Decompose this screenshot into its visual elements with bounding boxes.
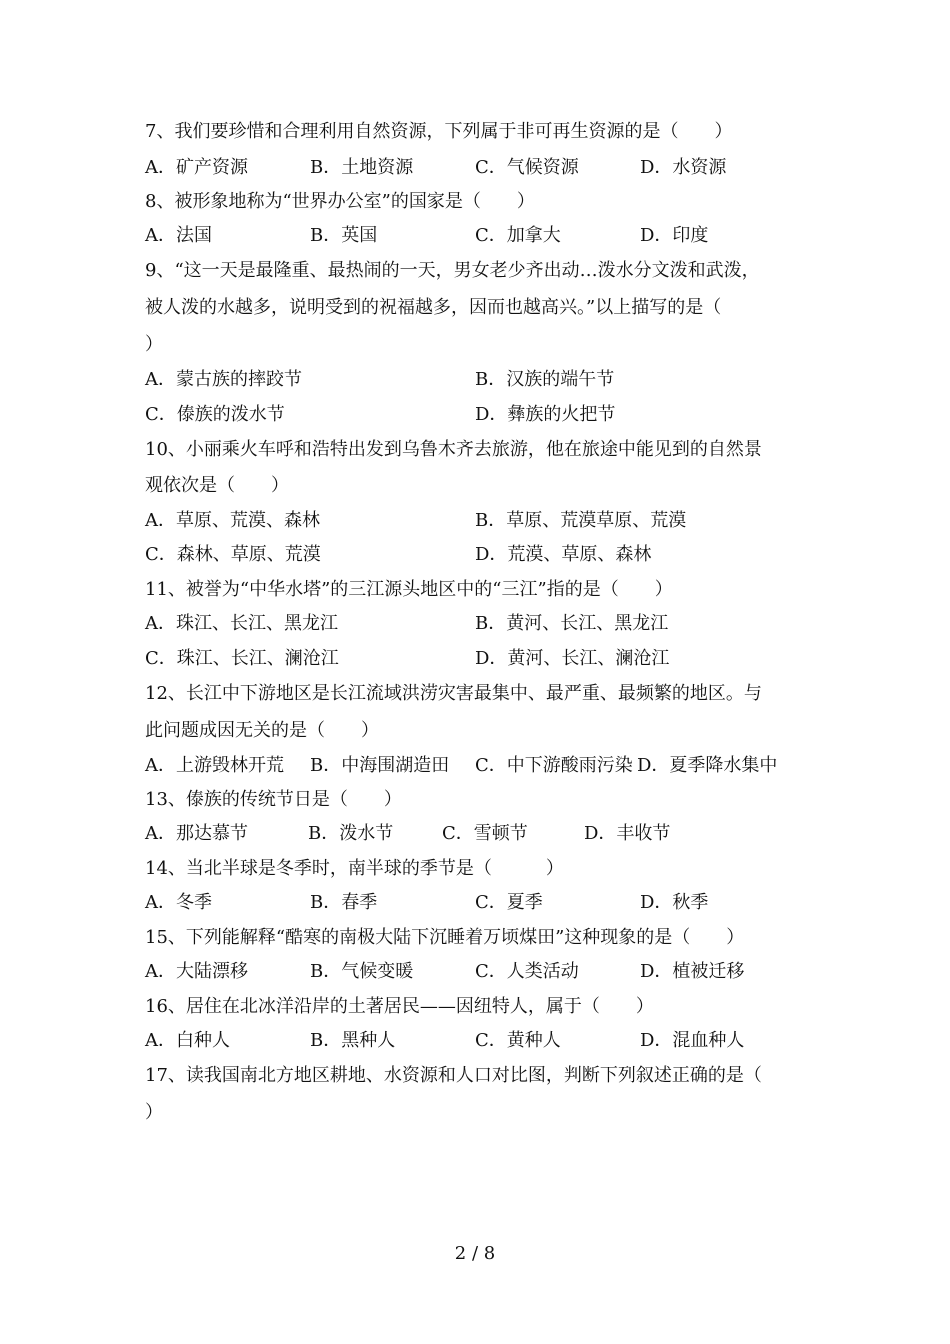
- q14-option-c: C．夏季: [475, 892, 543, 913]
- q12-option-c: C．中下游酸雨污染: [475, 755, 633, 776]
- q16-option-b: B．黑种人: [310, 1030, 396, 1051]
- q12-stem-line2: 此问题成因无关的是（ ）: [145, 720, 379, 741]
- q15-option-c: C．人类活动: [475, 961, 579, 982]
- q9-stem-line2: 被人泼的水越多，说明受到的祝福越多，因而也越高兴。”以上描写的是（: [145, 297, 722, 318]
- q11-option-b: B．黄河、长江、黑龙江: [475, 613, 669, 634]
- q9-stem-line3: ）: [145, 334, 163, 355]
- q8-stem: 8、被形象地称为“世界办公室”的国家是（ ）: [145, 191, 535, 212]
- q14-option-a: A．冬季: [145, 892, 212, 913]
- q11-option-a: A．珠江、长江、黑龙江: [145, 613, 338, 634]
- q15-option-d: D．植被迁移: [640, 961, 745, 982]
- q10-option-a: A．草原、荒漠、森林: [145, 510, 320, 531]
- q8-option-a: A．法国: [145, 225, 212, 246]
- q15-option-a: A．大陆漂移: [145, 961, 248, 982]
- q12-stem-line1: 12、长江中下游地区是长江流域洪涝灾害最集中、最严重、最频繁的地区。与: [145, 683, 762, 704]
- q13-option-a: A．那达慕节: [145, 823, 248, 844]
- q10-stem-line2: 观依次是（ ）: [145, 475, 289, 496]
- q14-option-d: D．秋季: [640, 892, 709, 913]
- q7-option-a: A．矿产资源: [145, 157, 248, 178]
- q7-stem: 7、我们要珍惜和合理利用自然资源，下列属于非可再生资源的是（ ）: [145, 121, 733, 142]
- q10-stem-line1: 10、小丽乘火车呼和浩特出发到乌鲁木齐去旅游，他在旅途中能见到的自然景: [145, 439, 762, 460]
- q13-option-d: D．丰收节: [584, 823, 671, 844]
- q9-option-b: B．汉族的端午节: [475, 369, 615, 390]
- q10-option-b: B．草原、荒漠草原、荒漠: [475, 510, 687, 531]
- q8-option-c: C．加拿大: [475, 225, 561, 246]
- q8-option-d: D．印度: [640, 225, 709, 246]
- q11-stem: 11、被誉为“中华水塔”的三江源头地区中的“三江”指的是（ ）: [145, 579, 673, 600]
- q9-option-c: C．傣族的泼水节: [145, 404, 285, 425]
- q11-option-c: C．珠江、长江、澜沧江: [145, 648, 339, 669]
- q10-option-c: C．森林、草原、荒漠: [145, 544, 321, 565]
- q7-option-d: D．水资源: [640, 157, 727, 178]
- q9-option-a: A．蒙古族的摔跤节: [145, 369, 302, 390]
- q12-option-b: B．中海围湖造田: [310, 755, 450, 776]
- q13-stem: 13、傣族的传统节日是（ ）: [145, 789, 402, 810]
- q12-option-a: A．上游毁林开荒: [145, 755, 284, 776]
- q17-stem-line2: ）: [145, 1102, 163, 1123]
- q8-option-b: B．英国: [310, 225, 378, 246]
- q16-option-c: C．黄种人: [475, 1030, 561, 1051]
- q16-stem: 16、居住在北冰洋沿岸的土著居民——因纽特人，属于（ ）: [145, 996, 654, 1017]
- q12-option-d: D．夏季降水集中: [637, 755, 778, 776]
- q11-option-d: D．黄河、长江、澜沧江: [475, 648, 670, 669]
- q13-option-b: B．泼水节: [308, 823, 394, 844]
- q17-stem-line1: 17、读我国南北方地区耕地、水资源和人口对比图，判断下列叙述正确的是（: [145, 1065, 762, 1086]
- q7-option-c: C．气候资源: [475, 157, 579, 178]
- q14-stem: 14、当北半球是冬季时，南半球的季节是（ ）: [145, 858, 564, 879]
- q9-stem-line1: 9、“这一天是最隆重、最热闹的一天，男女老少齐出动…泼水分文泼和武泼，: [145, 260, 760, 281]
- q14-option-b: B．春季: [310, 892, 378, 913]
- q15-option-b: B．气候变暖: [310, 961, 414, 982]
- q9-option-d: D．彝族的火把节: [475, 404, 616, 425]
- q10-option-d: D．荒漠、草原、森林: [475, 544, 652, 565]
- q7-option-b: B．土地资源: [310, 157, 414, 178]
- q13-option-c: C．雪顿节: [442, 823, 528, 844]
- q16-option-d: D．混血种人: [640, 1030, 745, 1051]
- q15-stem: 15、下列能解释“酷寒的南极大陆下沉睡着万顷煤田”这种现象的是（ ）: [145, 927, 745, 948]
- page-number: 2 / 8: [454, 1243, 496, 1264]
- q16-option-a: A．白种人: [145, 1030, 230, 1051]
